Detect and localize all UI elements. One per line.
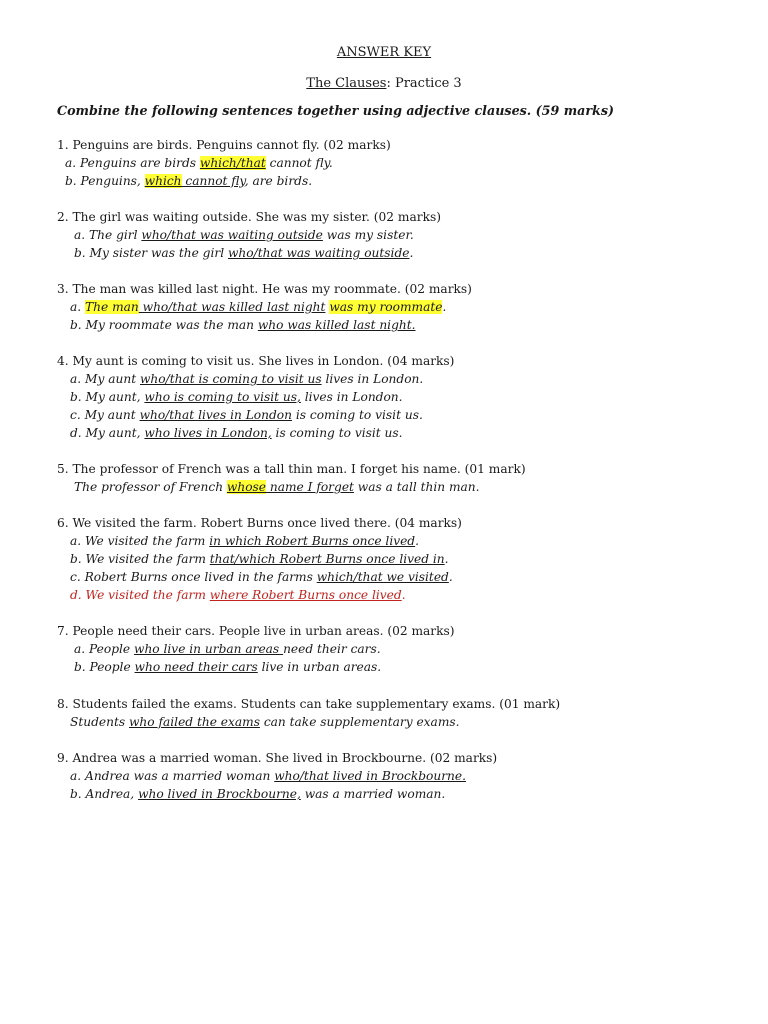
answer-line: b. We visited the farm that/which Robert Burns once lived in. — [70, 552, 449, 566]
answer-line: b. My aunt, who is coming to visit us, lives in London. — [70, 390, 403, 404]
page-title: ANSWER KEY — [336, 45, 432, 60]
question-prompt: 6. We visited the farm. Robert Burns once lived there. (04 marks) — [57, 516, 462, 530]
highlighted-answer: which/that — [199, 156, 266, 170]
question-prompt: 3. The man was killed last night. He was my roommate. (02 marks) — [57, 282, 472, 296]
answer-line: a. Penguins are birds which/that cannot fly. — [65, 156, 333, 170]
question-prompt: 7. People need their cars. People live in urban areas. (02 marks) — [57, 624, 455, 638]
answer-line: a. People who live in urban areas need their cars. — [74, 642, 381, 656]
question-prompt: 8. Students failed the exams. Students can take supplementary exams. (01 mark) — [57, 697, 561, 711]
question-prompt: 5. The professor of French was a tall thin man. I forget his name. (01 mark) — [57, 462, 526, 476]
highlighted-answer: which — [144, 174, 182, 188]
subtitle-topic: The Clauses — [306, 76, 387, 91]
instruction-text: Combine the following sentences together using adjective clauses. (59 marks) — [57, 103, 614, 118]
highlighted-answer: was my roommate — [329, 300, 443, 314]
answer-line-red: d. We visited the farm where Robert Burns once lived. — [70, 588, 406, 602]
answer-line: c. Robert Burns once lived in the farms which/that we visited. — [70, 570, 453, 584]
page-subtitle — [0, 76, 768, 92]
subtitle-practice: : Practice 3 — [386, 76, 462, 91]
answer-line: b. People who need their cars live in urban areas. — [74, 660, 382, 674]
answer-line: c. My aunt who/that lives in London is coming to visit us. — [70, 408, 423, 422]
answer-line: a. The girl who/that was waiting outside was my sister. — [74, 228, 414, 242]
answer-line: a. My aunt who/that is coming to visit us lives in London. — [70, 372, 424, 386]
answer-line: b. Penguins, which cannot fly, are birds. — [65, 174, 313, 188]
answer-line: a. Andrea was a married woman who/that lived in Brockbourne. — [70, 769, 466, 783]
answer-line: b. My roommate was the man who was killed last night. — [70, 318, 416, 332]
question-prompt: 9. Andrea was a married woman. She lived in Brockbourne. (02 marks) — [57, 751, 498, 765]
answer-line: b. My sister was the girl who/that was waiting outside. — [74, 246, 414, 260]
highlighted-answer: whose — [226, 480, 267, 494]
answer-line: The professor of French whose name I forget was a tall thin man. — [74, 480, 480, 494]
answer-line: b. Andrea, who lived in Brockbourne, was a married woman. — [70, 787, 446, 801]
answer-line: a. The man who/that was killed last night was my roommate. — [70, 300, 447, 314]
answer-line: Students who failed the exams can take supplementary exams. — [70, 715, 460, 729]
answer-line: a. We visited the farm in which Robert Burns once lived. — [70, 534, 419, 548]
highlighted-answer: The man — [85, 300, 139, 314]
question-prompt: 2. The girl was waiting outside. She was my sister. (02 marks) — [57, 210, 441, 224]
answer-line: d. My aunt, who lives in London, is coming to visit us. — [70, 426, 403, 440]
question-prompt: 1. Penguins are birds. Penguins cannot fly. (02 marks) — [57, 138, 391, 152]
question-prompt: 4. My aunt is coming to visit us. She lives in London. (04 marks) — [57, 354, 455, 368]
